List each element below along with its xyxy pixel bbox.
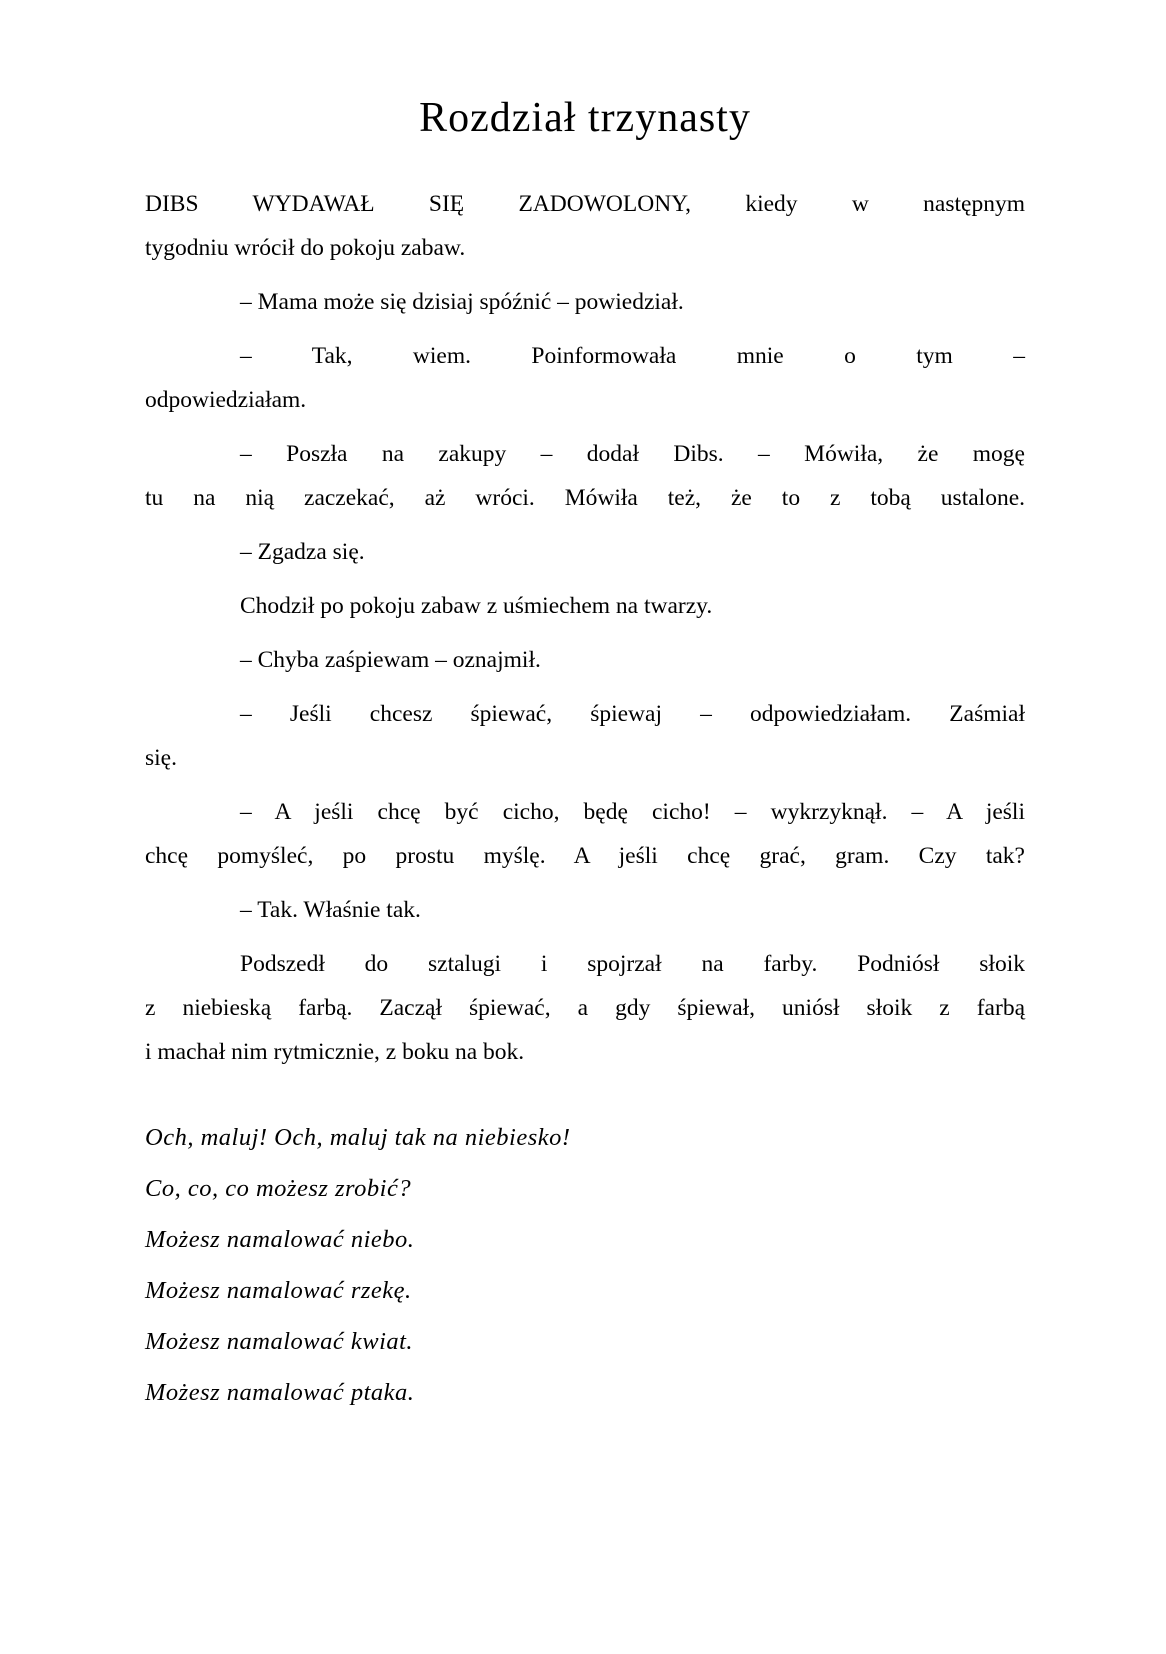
paragraph-line: – Chyba zaśpiewam – oznajmił. — [240, 647, 541, 673]
paragraph — [145, 942, 1025, 1074]
paragraph — [145, 790, 1025, 878]
body-text — [145, 182, 1025, 1408]
song-line: Możesz namalować ptaka. — [145, 1379, 415, 1406]
paragraph-line: – Mama może się dzisiaj spóźnić – powiedział. — [240, 289, 684, 315]
paragraph-line: – Poszła na zakupy – dodał Dibs. – Mówiła, że mogę — [240, 441, 1025, 467]
song-line: Możesz namalować kwiat. — [145, 1328, 414, 1355]
paragraph-line: chcę pomyśleć, po prostu myślę. A jeśli chcę grać, gram. Czy tak? — [145, 843, 1025, 869]
paragraph-line: tygodniu wrócił do pokoju zabaw. — [145, 235, 466, 261]
paragraph — [145, 334, 1025, 422]
paragraph-line: – Jeśli chcesz śpiewać, śpiewaj – odpowiedziałam. Zaśmiał — [240, 701, 1025, 727]
paragraph-line: – Tak, wiem. Poinformowała mnie o tym – — [240, 343, 1025, 369]
song-line: Och, maluj! Och, maluj tak na niebiesko! — [145, 1124, 571, 1151]
paragraph — [145, 280, 1025, 324]
song-line: Możesz namalować niebo. — [145, 1226, 415, 1253]
paragraph — [145, 638, 1025, 682]
paragraph-line: – Tak. Właśnie tak. — [240, 897, 421, 923]
chapter-title: Rozdział trzynasty — [419, 95, 751, 141]
paragraph — [145, 692, 1025, 780]
paragraph-line: się. — [145, 745, 177, 771]
paragraph-line: tu na nią zaczekać, aż wróci. Mówiła też, że to z tobą ustalone. — [145, 485, 1025, 511]
paragraph-line: DIBS WYDAWAŁ SIĘ ZADOWOLONY, kiedy w następnym — [145, 191, 1025, 217]
paragraph-line: – Zgadza się. — [240, 539, 365, 565]
paragraph-line: odpowiedziałam. — [145, 387, 307, 413]
paragraph — [145, 432, 1025, 520]
paragraph-line: Podszedł do sztalugi i spojrzał na farby. Podniósł słoik — [240, 951, 1025, 977]
paragraph-line: i machał nim rytmicznie, z boku na bok. — [145, 1039, 525, 1065]
paragraph — [145, 182, 1025, 270]
song-verse — [145, 1122, 1025, 1408]
paragraph — [145, 888, 1025, 932]
paragraph — [145, 584, 1025, 628]
paragraph-line: Chodził po pokoju zabaw z uśmiechem na twarzy. — [240, 593, 713, 619]
song-line: Co, co, co możesz zrobić? — [145, 1175, 412, 1202]
paragraph-line: z niebieską farbą. Zaczął śpiewać, a gdy śpiewał, uniósł słoik z farbą — [145, 995, 1025, 1021]
song-line: Możesz namalować rzekę. — [145, 1277, 412, 1304]
paragraph-line: – A jeśli chcę być cicho, będę cicho! – wykrzyknął. – A jeśli — [240, 799, 1025, 825]
paragraph — [145, 530, 1025, 574]
